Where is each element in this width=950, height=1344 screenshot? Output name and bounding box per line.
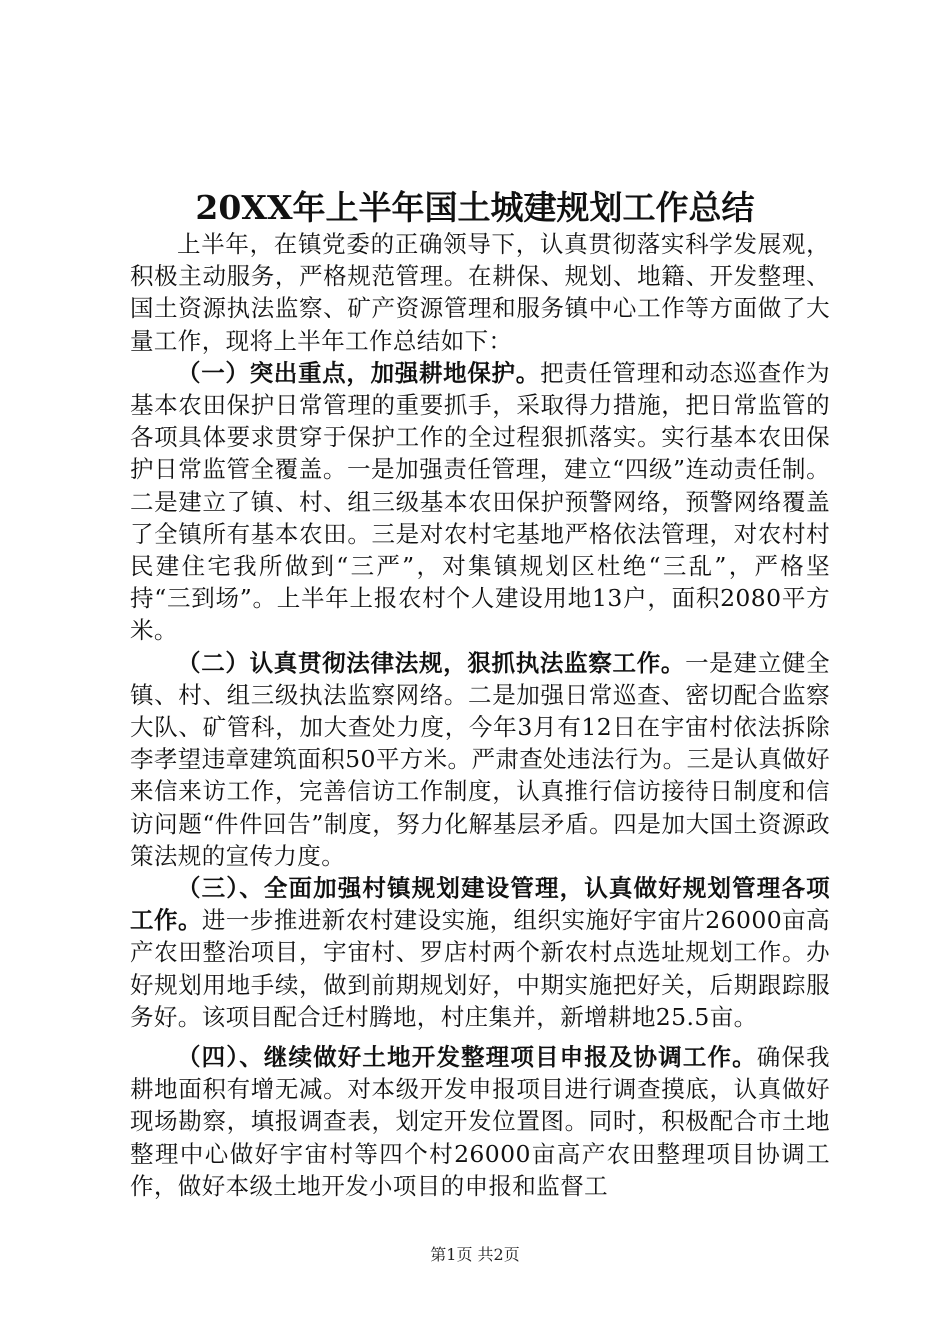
section-2-paragraph xyxy=(130,647,830,872)
section-3-text: 进一步推进新农村建设实施，组织实施好宇宙片26000亩高产农田整治项目，宇宙村、罗店村两个新农村点选址规划工作。办好规划用地手续，做到前期规划好，中期实施把好关，后期跟踪服务好。该项目配合迁村腾地，村庄集并，新增耕地25.5亩。 xyxy=(130,906,830,1031)
section-4-paragraph xyxy=(130,1041,830,1202)
document-body xyxy=(130,228,830,1202)
section-2-text: 一是建立健全镇、村、组三级执法监察网络。二是加强日常巡查、密切配合监察大队、矿管科，加大查处力度，今年3月有12日在宇宙村依法拆除李孝望违章建筑面积50平方米。严肃查处违法行为。三是认真做好来信来访工作，完善信访工作制度，认真推行信访接待日制度和信访问题“件件回告”制度，努力化解基层矛盾。四是加大国土资源政策法规的宣传力度。 xyxy=(130,648,830,870)
section-4-heading: （四）、继续做好土地开发整理项目申报及协调工作。 xyxy=(177,1043,757,1072)
page-footer: 第1页 共2页 xyxy=(430,1245,520,1264)
section-1-paragraph xyxy=(130,357,830,647)
section-1-heading: （一）突出重点，加强耕地保护。 xyxy=(177,358,540,387)
document-title: 20XX年上半年国土城建规划工作总结 xyxy=(195,188,755,227)
section-3-paragraph xyxy=(130,872,830,1033)
section-3-heading: （三）、全面加强村镇规划建设管理，认真做好规划管理各项工作。 xyxy=(130,874,830,935)
section-4-text: 确保我耕地面积有增无减。对本级开发申报项目进行调查摸底，认真做好现场勘察，填报调查表，划定开发位置图。同时，积极配合市土地整理中心做好宇宙村等四个村26000亩高产农田整理项目协调工作，做好本级土地开发小项目的申报和监督工 xyxy=(130,1043,830,1200)
section-1-text: 把责任管理和动态巡查作为基本农田保护日常管理的重要抓手，采取得力措施，把日常监管的各项具体要求贯穿于保护工作的全过程狠抓落实。实行基本农田保护日常监管全覆盖。一是加强责任管理，建立“四级”连动责任制。二是建立了镇、村、组三级基本农田保护预警网络，预警网络覆盖了全镇所有基本农田。三是对农村宅基地严格依法管理，对农村村民建住宅我所做到“三严”，对集镇规划区杜绝“三乱”，严格坚持“三到场”。上半年上报农村个人建设用地13户，面积2080平方米。 xyxy=(130,358,830,645)
section-2-heading: （二）认真贯彻法律法规，狠抓执法监察工作。 xyxy=(177,648,686,677)
intro-paragraph: 上半年，在镇党委的正确领导下，认真贯彻落实科学发展观，积极主动服务，严格规范管理。在耕保、规划、地籍、开发整理、国土资源执法监察、矿产资源管理和服务镇中心工作等方面做了大量工作，现将上半年工作总结如下： xyxy=(130,230,830,355)
